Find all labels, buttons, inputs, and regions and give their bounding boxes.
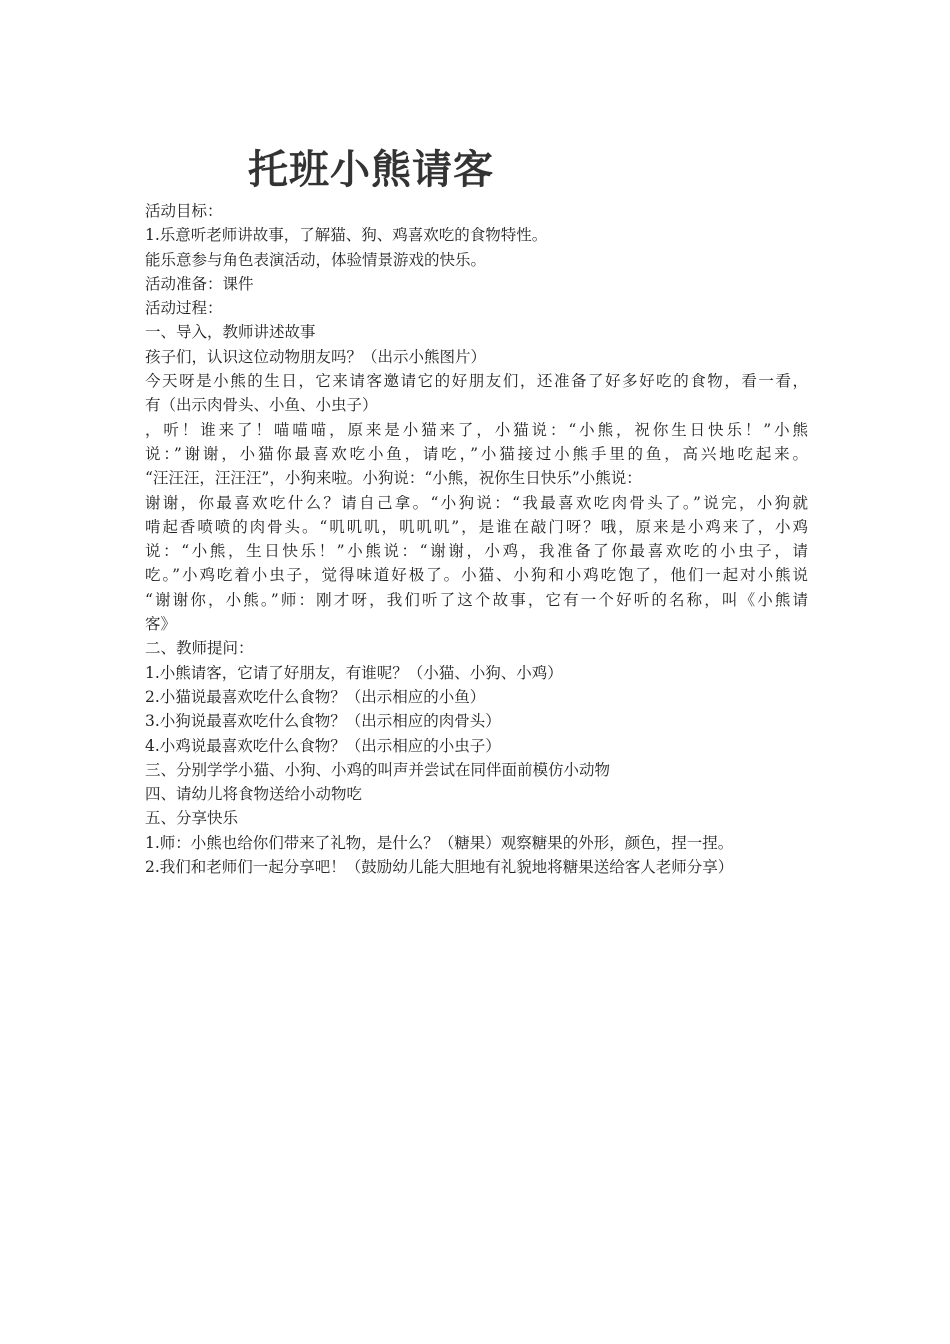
text-line: 说：“小熊，生日快乐！”小熊说：“谢谢，小鸡，我准备了你最喜欢吃的小虫子，请 [145, 542, 808, 561]
section-heading: 四、请幼儿将食物送给小动物吃 [145, 785, 363, 804]
text-line: 3.小狗说最喜欢吃什么食物？（出示相应的肉骨头） [145, 712, 501, 731]
section-heading: 三、分别学学小猫、小狗、小鸡的叫声并尝试在同伴面前模仿小动物 [145, 760, 611, 779]
text-line: ，听！谁来了！喵喵喵，原来是小猫来了，小猫说：“小熊，祝你生日快乐！”小熊 [145, 420, 808, 439]
text-line: 客》 [145, 615, 177, 634]
text-line: 2.小猫说最喜欢吃什么食物？（出示相应的小鱼） [145, 687, 486, 706]
text-line: 能乐意参与角色表演活动，体验情景游戏的快乐。 [145, 250, 487, 269]
text-line: 活动目标： [145, 202, 223, 220]
text-line: “汪汪汪，汪汪汪”，小狗来啦。小狗说：“小熊，祝你生日快乐”小熊说： [145, 469, 642, 488]
document-body [145, 199, 808, 879]
text-line: 活动准备：课件 [145, 274, 254, 293]
text-line: 谢谢，你最喜欢吃什么？请自己拿。“小狗说：“我最喜欢吃肉骨头了。”说完，小狗就 [145, 493, 808, 512]
text-line: 4.小鸡说最喜欢吃什么食物？（出示相应的小虫子） [145, 736, 501, 755]
text-line: 1.小熊请客，它请了好朋友，有谁呢？（小猫、小狗、小鸡） [145, 663, 563, 682]
text-line: 吃。”小鸡吃着小虫子，觉得味道好极了。小猫、小狗和小鸡吃饱了，他们一起对小熊说 [145, 566, 808, 585]
text-line: 说：”谢谢，小猫你最喜欢吃小鱼，请吃，”小猫接过小熊手里的鱼，高兴地吃起来。 [145, 444, 808, 463]
section-heading: 一、导入，教师讲述故事 [145, 323, 316, 342]
text-line: 今天呀是小熊的生日，它来请客邀请它的好朋友们，还准备了好多好吃的食物，看一看， [145, 372, 808, 391]
document-title: 托班小熊请客 [248, 146, 494, 193]
text-line: 1.乐意听老师讲故事，了解猫、狗、鸡喜欢吃的食物特性。 [145, 226, 548, 245]
text-line: 孩子们，认识这位动物朋友吗？（出示小熊图片） [145, 347, 487, 366]
text-line: 1.师：小熊也给你们带来了礼物，是什么？（糖果）观察糖果的外形，颜色，捏一捏。 [145, 833, 734, 852]
text-line: 有（出示肉骨头、小鱼、小虫子） [145, 396, 378, 415]
text-line: “谢谢你，小熊。”师：刚才呀，我们听了这个故事，它有一个好听的名称，叫《小熊请 [145, 590, 808, 609]
section-heading: 二、教师提问： [145, 639, 254, 658]
text-line: 活动过程： [145, 299, 223, 318]
section-heading: 五、分享快乐 [145, 809, 239, 828]
text-line: 啃起香喷喷的肉骨头。“叽叽叽，叽叽叽”，是谁在敲门呀？哦，原来是小鸡来了，小鸡 [145, 517, 808, 536]
text-line: 2.我们和老师们一起分享吧！（鼓励幼儿能大胆地有礼貌地将糖果送给客人老师分享） [145, 858, 734, 877]
